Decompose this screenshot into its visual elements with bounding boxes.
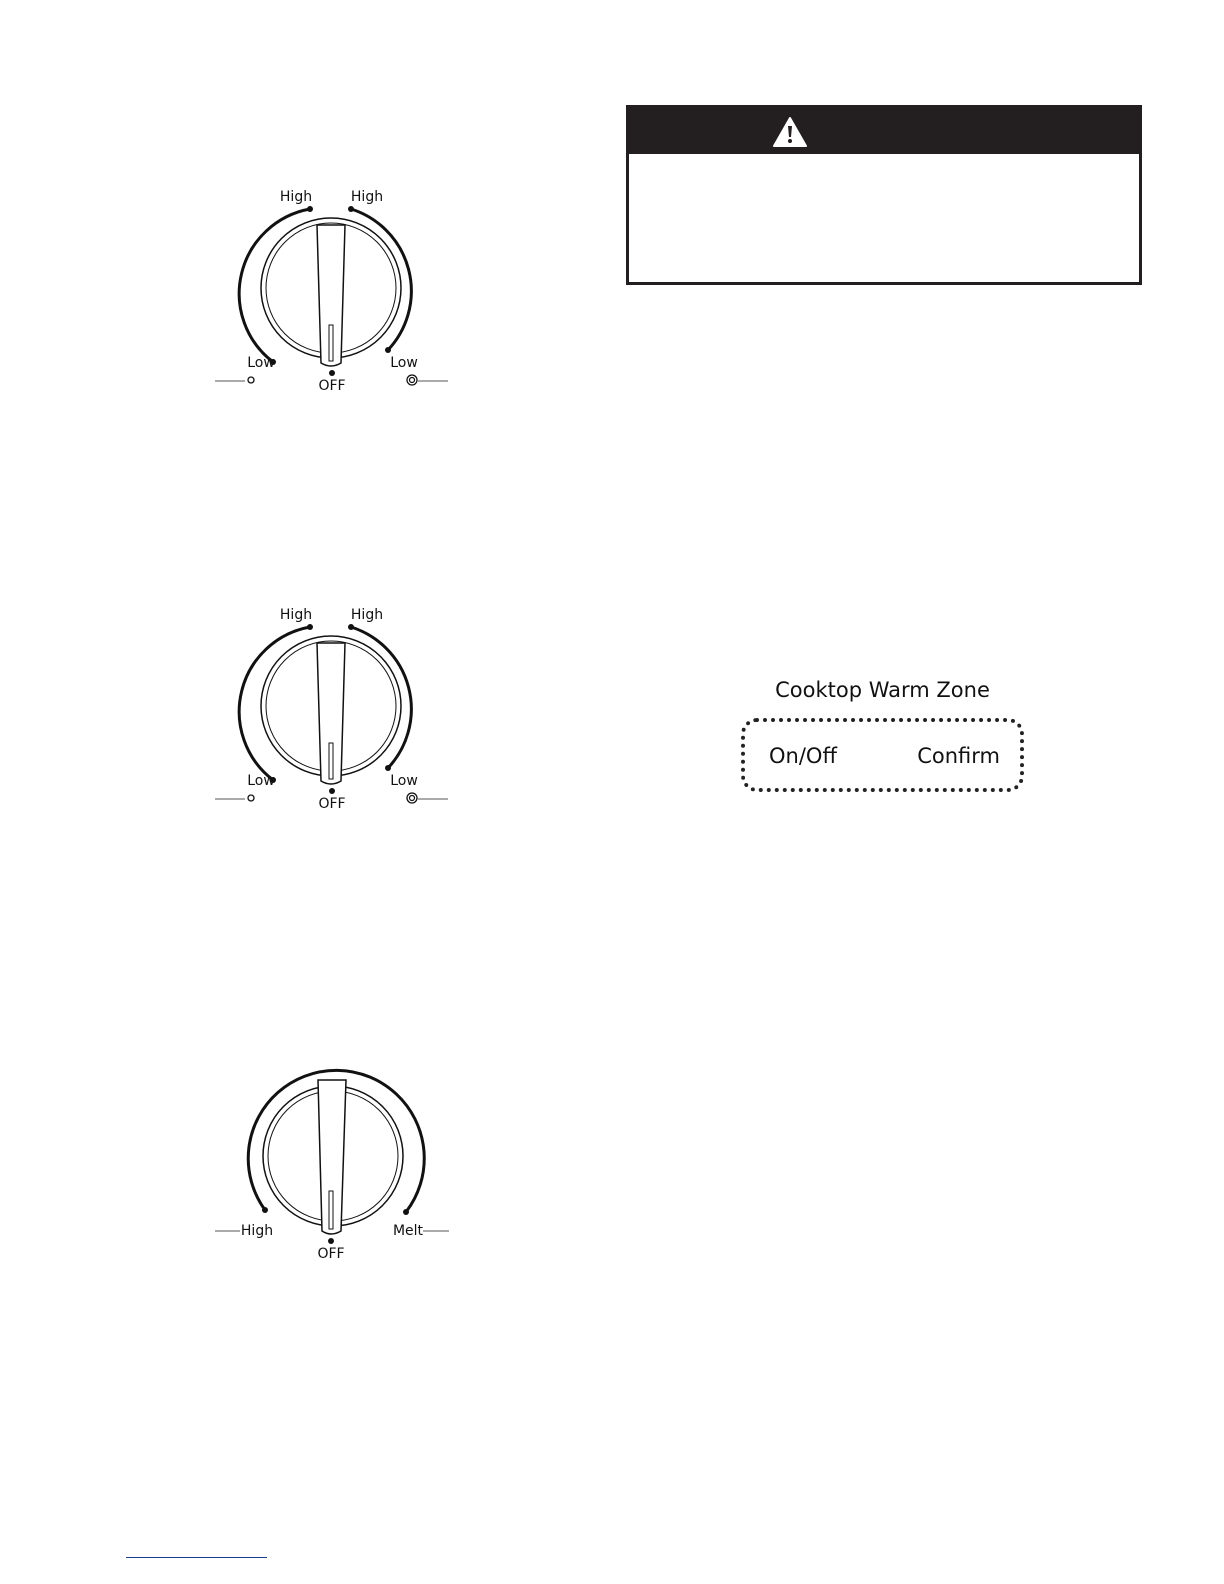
warm-zone-title: Cooktop Warm Zone <box>775 678 990 702</box>
low-right-dot <box>385 347 391 353</box>
label-off: OFF <box>318 796 346 812</box>
label-high-left: High <box>279 189 313 205</box>
single-element-icon <box>248 377 254 383</box>
warning-box <box>626 105 1142 285</box>
left-arc <box>239 209 310 362</box>
high-left-dot <box>307 206 313 212</box>
warming-zone-control-knob[interactable] <box>205 1053 455 1293</box>
label-low-right: Low <box>390 773 418 789</box>
footnote-rule <box>126 1557 267 1558</box>
label-melt: Melt <box>392 1223 424 1239</box>
knob-handle[interactable] <box>317 643 345 784</box>
label-off: OFF <box>317 1246 345 1262</box>
label-high-right: High <box>350 607 384 623</box>
knob-handle[interactable] <box>318 1080 346 1234</box>
label-low-left: Low <box>247 355 275 371</box>
knob-handle[interactable] <box>317 225 345 366</box>
off-dot <box>329 788 335 794</box>
label-high-left: High <box>279 607 313 623</box>
knob-diagram <box>205 185 455 425</box>
high-right-dot <box>348 624 354 630</box>
dual-element-icon <box>407 793 417 803</box>
dual-element-control-knob[interactable] <box>205 185 455 425</box>
high-left-dot <box>307 624 313 630</box>
left-arc <box>239 627 310 780</box>
off-dot <box>329 370 335 376</box>
low-right-dot <box>385 765 391 771</box>
high-dot <box>262 1207 268 1213</box>
dual-element-control-knob[interactable] <box>205 603 455 843</box>
off-dot <box>328 1238 334 1244</box>
knob-diagram <box>205 1053 455 1293</box>
label-high: High <box>240 1223 274 1239</box>
warning-header <box>629 108 1139 154</box>
dual-element-icon <box>407 375 417 385</box>
label-off: OFF <box>318 378 346 394</box>
label-low-left: Low <box>247 773 275 789</box>
single-element-icon <box>248 795 254 801</box>
high-right-dot <box>348 206 354 212</box>
warning-triangle-icon <box>772 116 808 148</box>
label-low-right: Low <box>390 355 418 371</box>
confirm-button[interactable]: Confirm <box>917 744 1000 768</box>
warm-zone-control-panel <box>741 718 1024 792</box>
melt-dot <box>403 1209 409 1215</box>
label-high-right: High <box>350 189 384 205</box>
on-off-button[interactable]: On/Off <box>769 744 837 768</box>
knob-diagram <box>205 603 455 843</box>
